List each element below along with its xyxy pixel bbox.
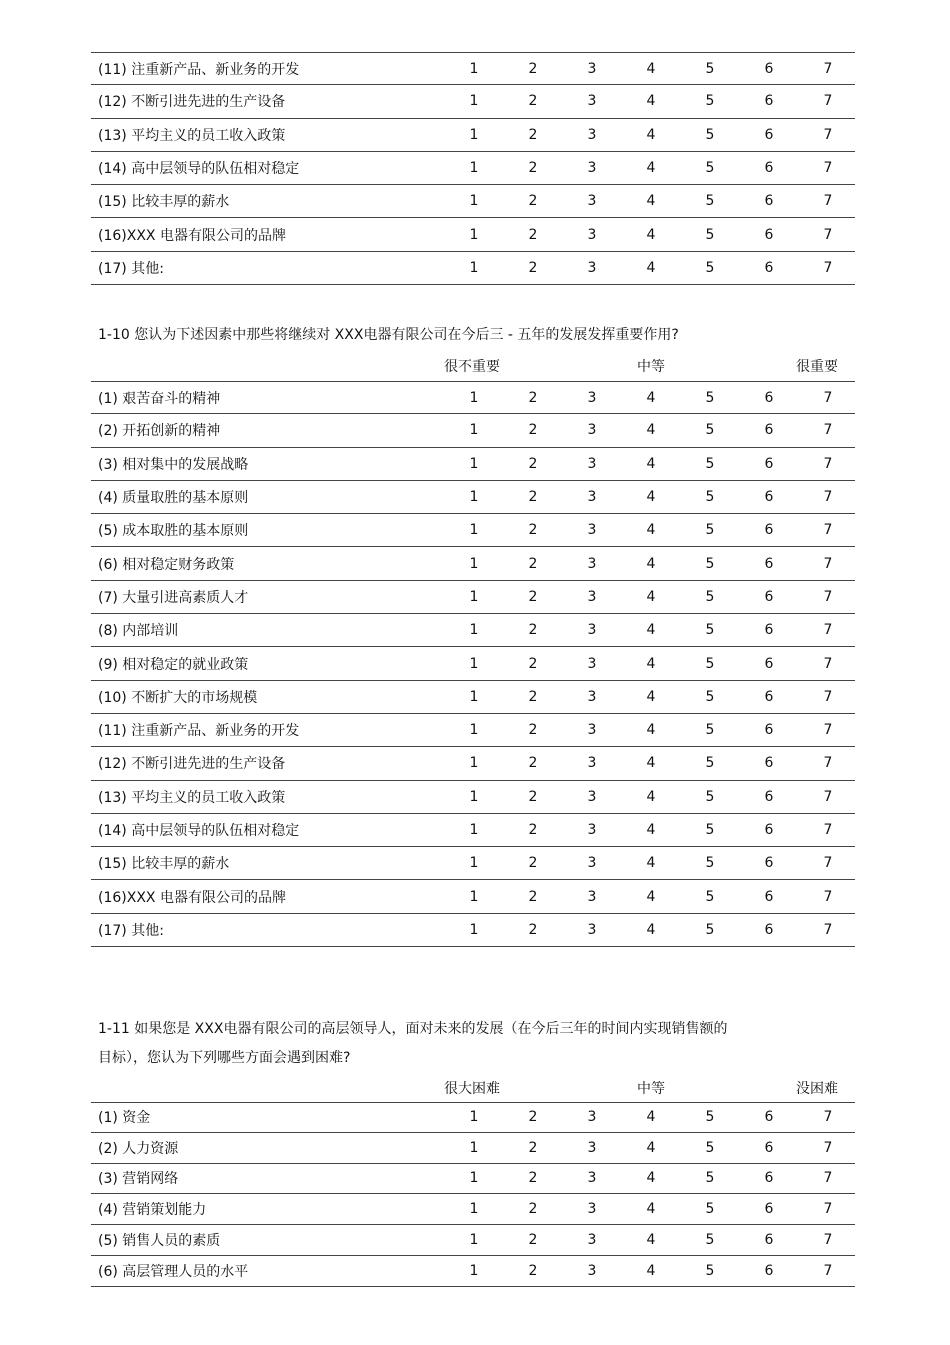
score-option-7[interactable]: 7: [823, 522, 833, 539]
score-option-1[interactable]: 1: [469, 455, 479, 472]
score-option-1[interactable]: 1: [469, 1170, 479, 1187]
item-label: (6) 相对稳定财务政策: [98, 556, 235, 573]
score-option-1[interactable]: 1: [469, 655, 479, 672]
score-option-5[interactable]: 5: [705, 226, 715, 243]
score-option-5[interactable]: 5: [705, 455, 715, 472]
score-option-3[interactable]: 3: [587, 455, 597, 472]
score-option-3[interactable]: 3: [587, 788, 597, 805]
score-option-6[interactable]: 6: [764, 1109, 774, 1126]
item-label: (3) 营销网络: [98, 1171, 179, 1188]
score-option-5[interactable]: 5: [705, 888, 715, 905]
score-option-5[interactable]: 5: [705, 655, 715, 672]
score-option-4[interactable]: 4: [646, 489, 656, 506]
score-option-4[interactable]: 4: [646, 555, 656, 572]
item-label: (1) 艰苦奋斗的精神: [98, 390, 221, 407]
score-option-5[interactable]: 5: [705, 489, 715, 506]
score-option-2[interactable]: 2: [528, 588, 538, 605]
table-row: [91, 614, 855, 647]
score-option-2[interactable]: 2: [528, 489, 538, 506]
score-option-1[interactable]: 1: [469, 788, 479, 805]
item-label: (13) 平均主义的员工收入政策: [98, 127, 286, 144]
item-label: (17) 其他:: [98, 260, 164, 277]
score-option-4[interactable]: 4: [646, 622, 656, 639]
score-option-7[interactable]: 7: [823, 1201, 833, 1218]
score-option-4[interactable]: 4: [646, 655, 656, 672]
score-option-2[interactable]: 2: [528, 1262, 538, 1279]
score-option-3[interactable]: 3: [587, 422, 597, 439]
item-label: (10) 不断扩大的市场规模: [98, 689, 258, 706]
score-option-6[interactable]: 6: [764, 1170, 774, 1187]
score-option-7[interactable]: 7: [823, 822, 833, 838]
score-option-6[interactable]: 6: [764, 226, 774, 243]
table-row: [91, 581, 855, 614]
score-option-5[interactable]: 5: [705, 1170, 715, 1187]
score-option-3[interactable]: 3: [587, 688, 597, 705]
score-option-4[interactable]: 4: [646, 226, 656, 243]
score-option-2[interactable]: 2: [528, 160, 538, 177]
score-option-7[interactable]: 7: [823, 1170, 833, 1187]
score-option-3[interactable]: 3: [587, 522, 597, 539]
score-option-6[interactable]: 6: [764, 822, 774, 838]
score-option-1[interactable]: 1: [469, 160, 479, 177]
score-option-6[interactable]: 6: [764, 259, 774, 276]
score-option-2[interactable]: 2: [528, 522, 538, 539]
table-row: [91, 381, 855, 414]
score-option-6[interactable]: 6: [764, 193, 774, 210]
score-option-4[interactable]: 4: [646, 422, 656, 439]
score-option-7[interactable]: 7: [823, 259, 833, 276]
score-option-1[interactable]: 1: [469, 1109, 479, 1126]
score-option-6[interactable]: 6: [764, 1139, 774, 1156]
score-option-6[interactable]: 6: [764, 1201, 774, 1218]
score-option-7[interactable]: 7: [823, 588, 833, 605]
score-option-1[interactable]: 1: [469, 522, 479, 539]
score-option-5[interactable]: 5: [705, 822, 715, 838]
rating-table: [91, 52, 855, 285]
table-row: [91, 547, 855, 580]
table-row: [91, 814, 855, 847]
score-option-6[interactable]: 6: [764, 555, 774, 572]
table-row: [91, 681, 855, 714]
score-option-2[interactable]: 2: [528, 1170, 538, 1187]
table-row: [91, 1102, 855, 1133]
score-option-2[interactable]: 2: [528, 555, 538, 572]
table-row: [91, 414, 855, 447]
score-option-1[interactable]: 1: [469, 588, 479, 605]
score-option-2[interactable]: 2: [528, 455, 538, 472]
score-option-5[interactable]: 5: [705, 60, 715, 77]
score-option-2[interactable]: 2: [528, 1139, 538, 1156]
score-option-2[interactable]: 2: [528, 688, 538, 705]
table-row: [91, 714, 855, 747]
score-option-3[interactable]: 3: [587, 755, 597, 772]
score-option-1[interactable]: 1: [469, 921, 479, 938]
score-option-3[interactable]: 3: [587, 555, 597, 572]
score-option-6[interactable]: 6: [764, 489, 774, 506]
score-option-7[interactable]: 7: [823, 389, 833, 406]
score-option-6[interactable]: 6: [764, 1232, 774, 1249]
score-option-2[interactable]: 2: [528, 888, 538, 905]
score-option-3[interactable]: 3: [587, 1109, 597, 1126]
score-option-6[interactable]: 6: [764, 60, 774, 77]
item-label: (13) 平均主义的员工收入政策: [98, 789, 286, 806]
score-option-2[interactable]: 2: [528, 921, 538, 938]
score-option-4[interactable]: 4: [646, 688, 656, 705]
table-row: [91, 185, 855, 218]
rating-table: [91, 1102, 855, 1287]
score-option-6[interactable]: 6: [764, 93, 774, 110]
score-option-3[interactable]: 3: [587, 1232, 597, 1249]
score-option-5[interactable]: 5: [705, 788, 715, 805]
score-option-3[interactable]: 3: [587, 259, 597, 276]
item-label: (12) 不断引进先进的生产设备: [98, 756, 286, 773]
score-option-4[interactable]: 4: [646, 1170, 656, 1187]
score-option-7[interactable]: 7: [823, 622, 833, 639]
scale-anchor-label: 很大困难: [444, 1081, 500, 1097]
score-option-6[interactable]: 6: [764, 1262, 774, 1279]
score-option-1[interactable]: 1: [469, 722, 479, 739]
score-option-7[interactable]: 7: [823, 655, 833, 672]
item-label: (14) 高中层领导的队伍相对稳定: [98, 161, 300, 178]
score-option-5[interactable]: 5: [705, 1139, 715, 1156]
score-option-7[interactable]: 7: [823, 422, 833, 439]
score-option-3[interactable]: 3: [587, 489, 597, 506]
score-option-7[interactable]: 7: [823, 1262, 833, 1279]
score-option-4[interactable]: 4: [646, 455, 656, 472]
score-option-1[interactable]: 1: [469, 822, 479, 838]
item-label: (6) 高层管理人员的水平: [98, 1263, 249, 1280]
score-option-6[interactable]: 6: [764, 888, 774, 905]
table-row: [91, 1256, 855, 1287]
item-label: (4) 质量取胜的基本原则: [98, 490, 249, 507]
score-option-7[interactable]: 7: [823, 888, 833, 905]
table-row: [91, 747, 855, 780]
item-label: (7) 大量引进高素质人才: [98, 589, 249, 606]
item-label: (2) 人力资源: [98, 1140, 179, 1157]
score-option-1[interactable]: 1: [469, 1232, 479, 1249]
score-option-3[interactable]: 3: [587, 722, 597, 739]
score-option-6[interactable]: 6: [764, 755, 774, 772]
score-option-4[interactable]: 4: [646, 259, 656, 276]
score-option-1[interactable]: 1: [469, 60, 479, 77]
score-option-7[interactable]: 7: [823, 193, 833, 210]
item-label: (5) 销售人员的素质: [98, 1233, 221, 1250]
score-option-5[interactable]: 5: [705, 259, 715, 276]
table-row: [91, 481, 855, 514]
score-option-5[interactable]: 5: [705, 1201, 715, 1218]
score-option-3[interactable]: 3: [587, 60, 597, 77]
score-option-7[interactable]: 7: [823, 855, 833, 872]
score-option-1[interactable]: 1: [469, 622, 479, 639]
table-row: [91, 119, 855, 152]
scale-anchor-label: 很重要: [796, 359, 838, 375]
score-option-7[interactable]: 7: [823, 1232, 833, 1249]
score-option-7[interactable]: 7: [823, 60, 833, 77]
score-option-5[interactable]: 5: [705, 622, 715, 639]
table-row: [91, 52, 855, 85]
table-row: [91, 1194, 855, 1225]
table-row: [91, 152, 855, 185]
item-label: (1) 资金: [98, 1110, 151, 1127]
score-option-5[interactable]: 5: [705, 921, 715, 938]
table-row: [91, 252, 855, 285]
score-option-6[interactable]: 6: [764, 422, 774, 439]
score-option-2[interactable]: 2: [528, 755, 538, 772]
score-option-6[interactable]: 6: [764, 522, 774, 539]
score-option-2[interactable]: 2: [528, 226, 538, 243]
score-option-6[interactable]: 6: [764, 622, 774, 639]
score-option-5[interactable]: 5: [705, 422, 715, 439]
score-option-4[interactable]: 4: [646, 93, 656, 110]
score-option-4[interactable]: 4: [646, 888, 656, 905]
item-label: (11) 注重新产品、新业务的开发: [98, 61, 300, 78]
score-option-5[interactable]: 5: [705, 588, 715, 605]
score-option-2[interactable]: 2: [528, 389, 538, 406]
score-option-4[interactable]: 4: [646, 1201, 656, 1218]
score-option-6[interactable]: 6: [764, 655, 774, 672]
score-option-5[interactable]: 5: [705, 722, 715, 739]
table-row: [91, 647, 855, 680]
score-option-3[interactable]: 3: [587, 1201, 597, 1218]
score-option-3[interactable]: 3: [587, 888, 597, 905]
score-option-4[interactable]: 4: [646, 160, 656, 177]
score-option-4[interactable]: 4: [646, 822, 656, 838]
score-option-3[interactable]: 3: [587, 160, 597, 177]
item-label: (15) 比较丰厚的薪水: [98, 194, 230, 211]
score-option-7[interactable]: 7: [823, 688, 833, 705]
score-option-2[interactable]: 2: [528, 93, 538, 110]
score-option-5[interactable]: 5: [705, 1262, 715, 1279]
score-option-7[interactable]: 7: [823, 1109, 833, 1126]
score-option-4[interactable]: 4: [646, 193, 656, 210]
score-option-6[interactable]: 6: [764, 126, 774, 143]
score-option-1[interactable]: 1: [469, 193, 479, 210]
score-option-5[interactable]: 5: [705, 1109, 715, 1126]
score-option-7[interactable]: 7: [823, 1139, 833, 1156]
table-row: [91, 1225, 855, 1256]
score-option-1[interactable]: 1: [469, 1139, 479, 1156]
score-option-3[interactable]: 3: [587, 1170, 597, 1187]
score-option-3[interactable]: 3: [587, 622, 597, 639]
score-option-4[interactable]: 4: [646, 855, 656, 872]
score-option-2[interactable]: 2: [528, 788, 538, 805]
score-option-3[interactable]: 3: [587, 855, 597, 872]
score-option-6[interactable]: 6: [764, 160, 774, 177]
score-option-4[interactable]: 4: [646, 1139, 656, 1156]
score-option-3[interactable]: 3: [587, 193, 597, 210]
score-option-2[interactable]: 2: [528, 855, 538, 872]
score-option-5[interactable]: 5: [705, 855, 715, 872]
score-option-7[interactable]: 7: [823, 455, 833, 472]
score-option-7[interactable]: 7: [823, 160, 833, 177]
score-option-4[interactable]: 4: [646, 1232, 656, 1249]
score-option-1[interactable]: 1: [469, 555, 479, 572]
score-option-1[interactable]: 1: [469, 755, 479, 772]
item-label: (5) 成本取胜的基本原则: [98, 523, 249, 540]
score-option-7[interactable]: 7: [823, 93, 833, 110]
item-label: (17) 其他:: [98, 922, 164, 939]
score-option-3[interactable]: 3: [587, 588, 597, 605]
score-option-5[interactable]: 5: [705, 755, 715, 772]
table-row: [91, 514, 855, 547]
score-option-2[interactable]: 2: [528, 1232, 538, 1249]
score-option-3[interactable]: 3: [587, 226, 597, 243]
item-label: (11) 注重新产品、新业务的开发: [98, 723, 300, 740]
score-option-1[interactable]: 1: [469, 389, 479, 406]
score-option-1[interactable]: 1: [469, 688, 479, 705]
score-option-2[interactable]: 2: [528, 655, 538, 672]
score-option-1[interactable]: 1: [469, 1262, 479, 1279]
score-option-3[interactable]: 3: [587, 921, 597, 938]
score-option-4[interactable]: 4: [646, 788, 656, 805]
score-option-7[interactable]: 7: [823, 722, 833, 739]
table-row: [91, 218, 855, 251]
score-option-2[interactable]: 2: [528, 622, 538, 639]
score-option-4[interactable]: 4: [646, 755, 656, 772]
table-row: [91, 1133, 855, 1164]
score-option-7[interactable]: 7: [823, 921, 833, 938]
score-option-6[interactable]: 6: [764, 788, 774, 805]
item-label: (8) 内部培训: [98, 623, 179, 640]
score-option-2[interactable]: 2: [528, 822, 538, 838]
scale-anchor-label: 中等: [637, 359, 665, 375]
item-label: (16)XXX 电器有限公司的品牌: [98, 227, 286, 244]
score-option-7[interactable]: 7: [823, 555, 833, 572]
score-option-6[interactable]: 6: [764, 389, 774, 406]
question-text: 1-11 如果您是 XXX电器有限公司的高层领导人，面对未来的发展（在今后三年的时间内实现销售额的: [98, 1021, 728, 1037]
table-row: [91, 448, 855, 481]
item-label: (15) 比较丰厚的薪水: [98, 856, 230, 873]
score-option-4[interactable]: 4: [646, 1109, 656, 1126]
score-option-5[interactable]: 5: [705, 555, 715, 572]
score-option-5[interactable]: 5: [705, 688, 715, 705]
score-option-2[interactable]: 2: [528, 259, 538, 276]
score-option-2[interactable]: 2: [528, 126, 538, 143]
score-option-4[interactable]: 4: [646, 1262, 656, 1279]
item-label: (4) 营销策划能力: [98, 1202, 207, 1219]
table-row: [91, 847, 855, 880]
score-option-7[interactable]: 7: [823, 755, 833, 772]
table-row: [91, 880, 855, 913]
item-label: (16)XXX 电器有限公司的品牌: [98, 889, 286, 906]
score-option-3[interactable]: 3: [587, 655, 597, 672]
score-option-6[interactable]: 6: [764, 588, 774, 605]
score-option-1[interactable]: 1: [469, 422, 479, 439]
score-option-3[interactable]: 3: [587, 389, 597, 406]
score-option-1[interactable]: 1: [469, 259, 479, 276]
score-option-2[interactable]: 2: [528, 422, 538, 439]
score-option-3[interactable]: 3: [587, 126, 597, 143]
item-label: (14) 高中层领导的队伍相对稳定: [98, 823, 300, 839]
score-option-1[interactable]: 1: [469, 888, 479, 905]
score-option-5[interactable]: 5: [705, 389, 715, 406]
score-option-4[interactable]: 4: [646, 126, 656, 143]
score-option-2[interactable]: 2: [528, 60, 538, 77]
score-option-1[interactable]: 1: [469, 93, 479, 110]
rating-table: [91, 381, 855, 947]
score-option-3[interactable]: 3: [587, 1139, 597, 1156]
score-option-5[interactable]: 5: [705, 193, 715, 210]
score-option-5[interactable]: 5: [705, 126, 715, 143]
score-option-1[interactable]: 1: [469, 126, 479, 143]
score-option-5[interactable]: 5: [705, 160, 715, 177]
score-option-4[interactable]: 4: [646, 588, 656, 605]
score-option-1[interactable]: 1: [469, 226, 479, 243]
table-row: [91, 85, 855, 118]
scale-anchor-label: 很不重要: [444, 359, 500, 375]
score-option-7[interactable]: 7: [823, 788, 833, 805]
score-option-7[interactable]: 7: [823, 489, 833, 506]
table-row: [91, 781, 855, 814]
score-option-1[interactable]: 1: [469, 1201, 479, 1218]
score-option-4[interactable]: 4: [646, 522, 656, 539]
score-option-3[interactable]: 3: [587, 822, 597, 838]
score-option-6[interactable]: 6: [764, 688, 774, 705]
score-option-7[interactable]: 7: [823, 226, 833, 243]
score-option-2[interactable]: 2: [528, 193, 538, 210]
score-option-6[interactable]: 6: [764, 455, 774, 472]
question-text: 目标），您认为下列哪些方面会遇到困难?: [98, 1050, 351, 1066]
score-option-2[interactable]: 2: [528, 1201, 538, 1218]
item-label: (12) 不断引进先进的生产设备: [98, 94, 286, 111]
score-option-4[interactable]: 4: [646, 921, 656, 938]
score-option-5[interactable]: 5: [705, 1232, 715, 1249]
score-option-3[interactable]: 3: [587, 1262, 597, 1279]
table-row: [91, 1164, 855, 1195]
score-option-4[interactable]: 4: [646, 389, 656, 406]
scale-anchor-label: 中等: [637, 1081, 665, 1097]
item-label: (2) 开拓创新的精神: [98, 423, 221, 440]
score-option-6[interactable]: 6: [764, 722, 774, 739]
item-label: (9) 相对稳定的就业政策: [98, 656, 249, 673]
score-option-6[interactable]: 6: [764, 921, 774, 938]
score-option-7[interactable]: 7: [823, 126, 833, 143]
score-option-1[interactable]: 1: [469, 489, 479, 506]
score-option-6[interactable]: 6: [764, 855, 774, 872]
item-label: (3) 相对集中的发展战略: [98, 456, 249, 473]
question-text: 1-10 您认为下述因素中那些将继续对 XXX电器有限公司在今后三 - 五年的发展发挥重要作用?: [98, 327, 679, 343]
score-option-2[interactable]: 2: [528, 1109, 538, 1126]
score-option-5[interactable]: 5: [705, 93, 715, 110]
score-option-3[interactable]: 3: [587, 93, 597, 110]
scale-anchor-label: 没困难: [796, 1081, 838, 1097]
score-option-4[interactable]: 4: [646, 60, 656, 77]
score-option-2[interactable]: 2: [528, 722, 538, 739]
table-row: [91, 914, 855, 947]
score-option-5[interactable]: 5: [705, 522, 715, 539]
score-option-4[interactable]: 4: [646, 722, 656, 739]
score-option-1[interactable]: 1: [469, 855, 479, 872]
